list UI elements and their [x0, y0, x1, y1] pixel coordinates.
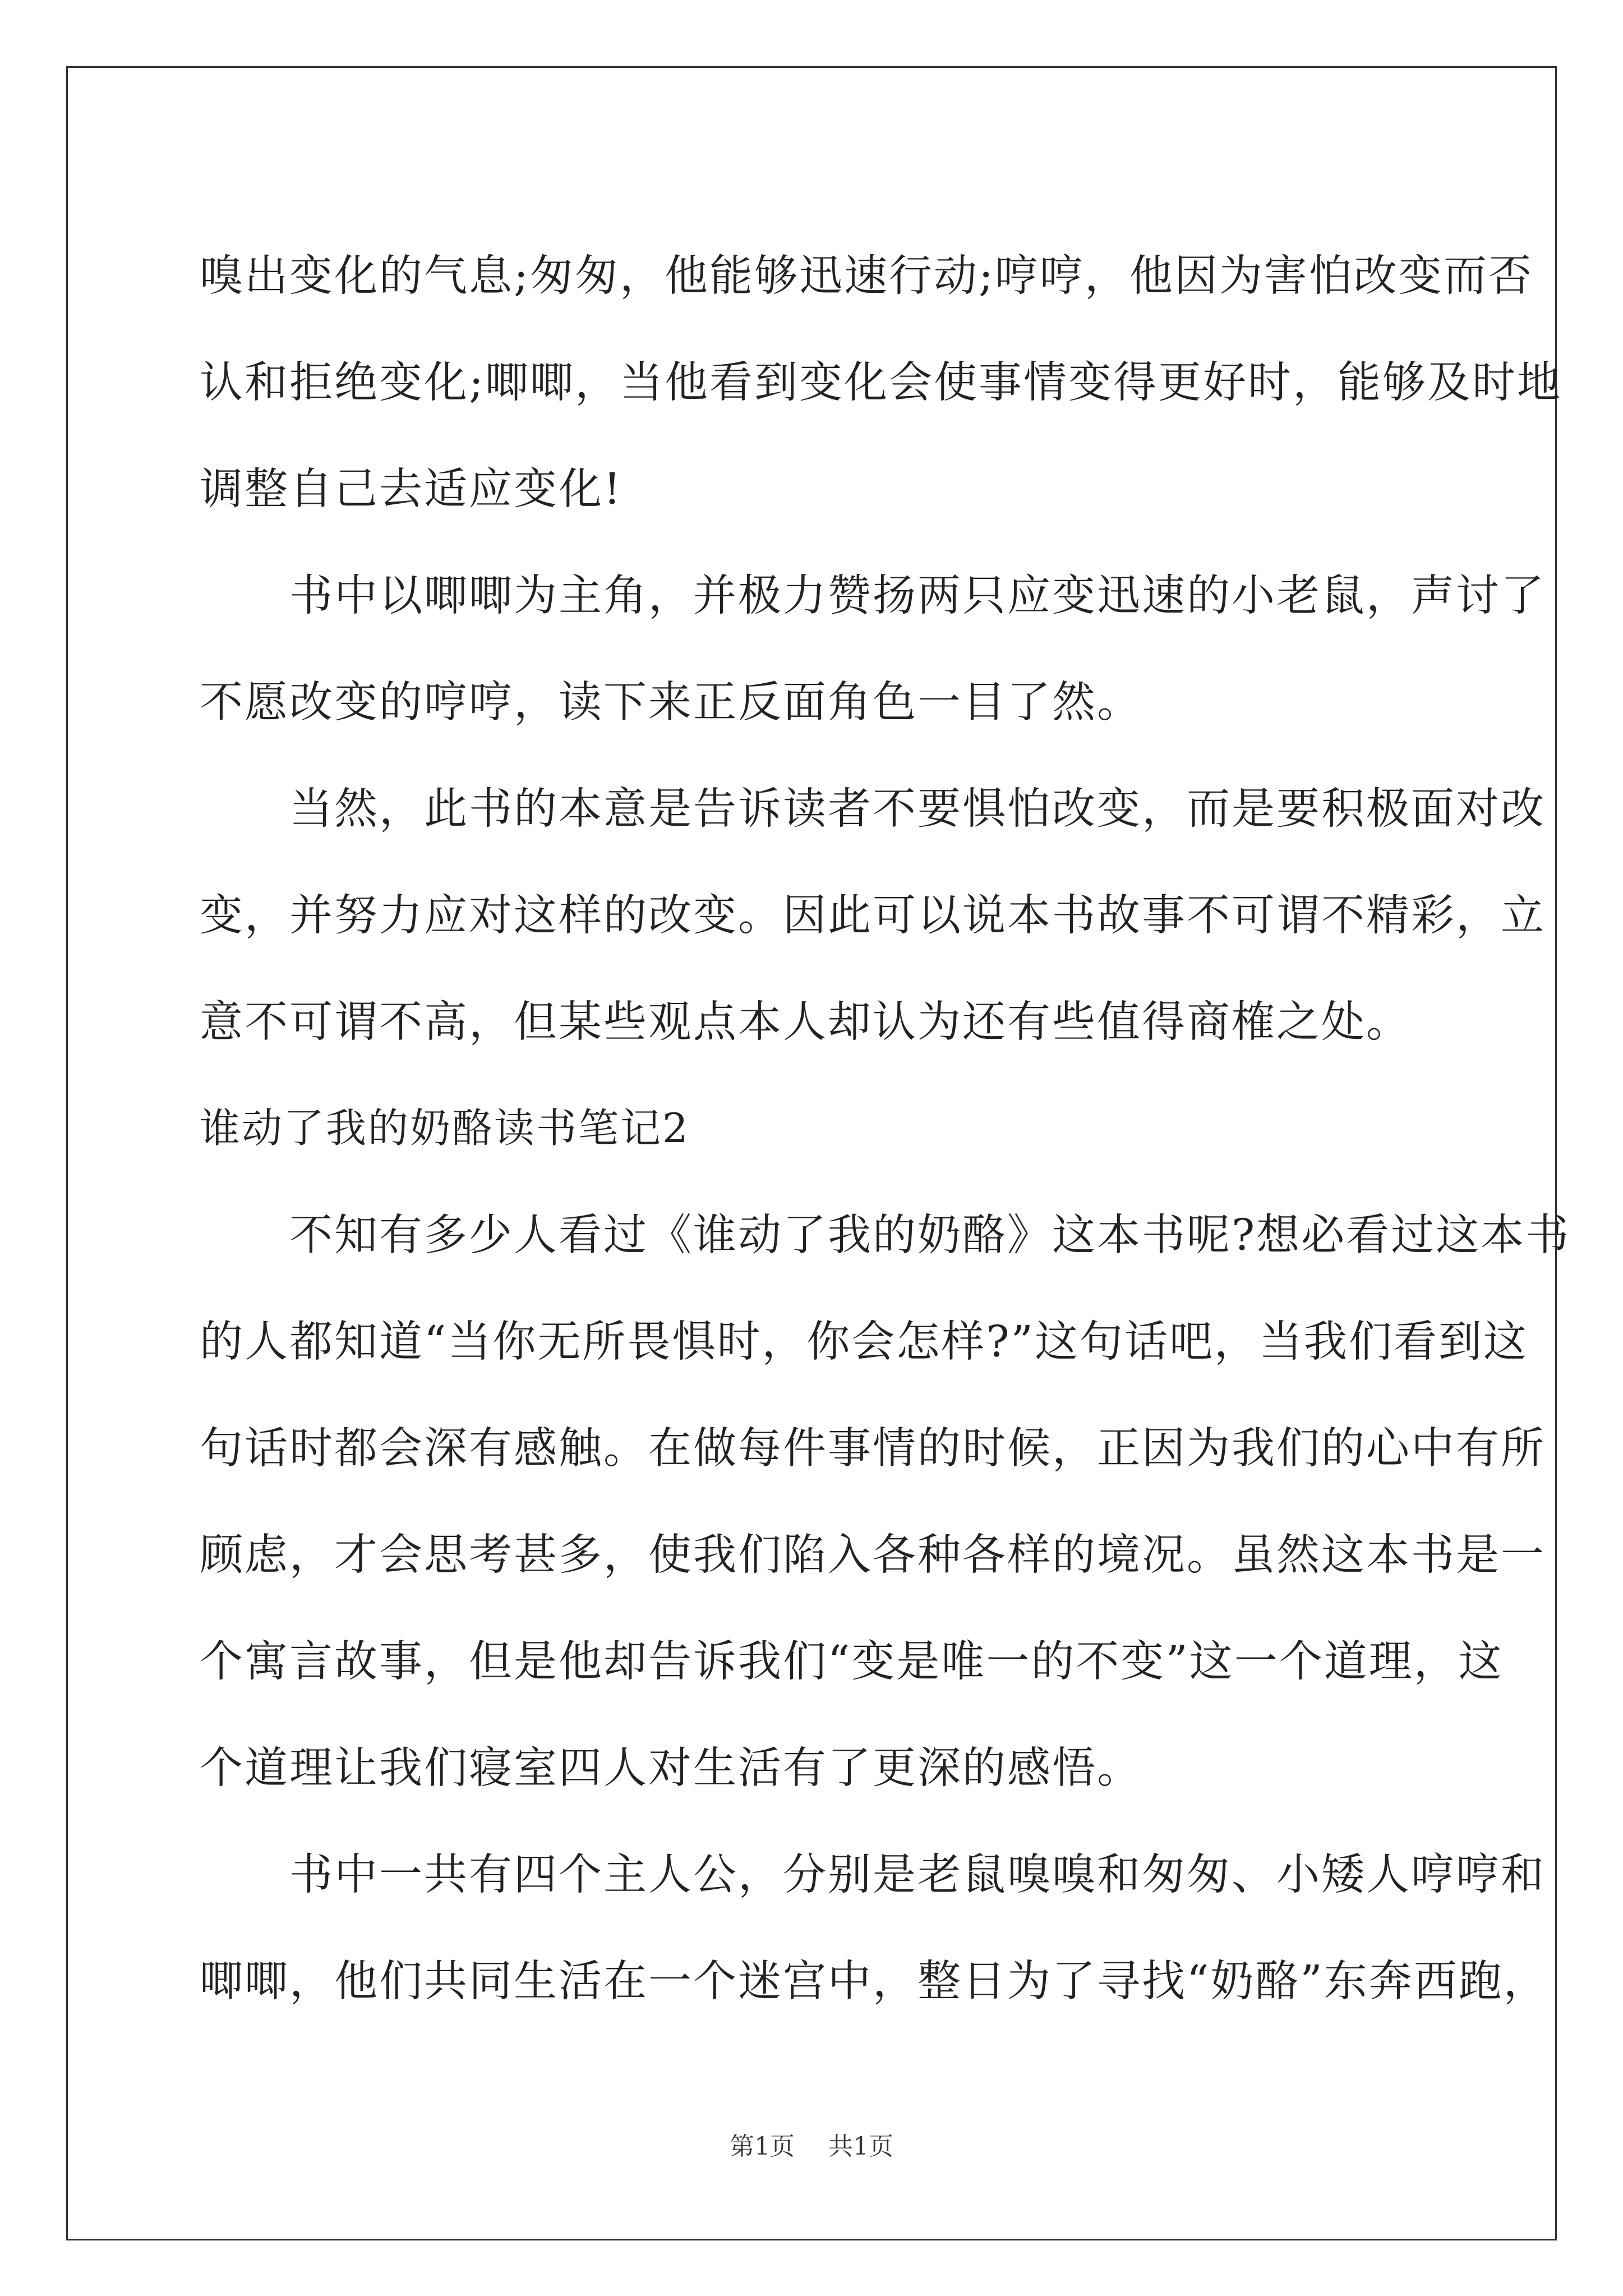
text-line: 个寓言故事，但是他却告诉我们“变是唯一的不变”这一个道理，这	[200, 1636, 1504, 1687]
document-body	[200, 219, 1571, 2031]
text-line: 书中一共有四个主人公，分别是老鼠嗅嗅和匆匆、小矮人哼哼和	[289, 1849, 1546, 1900]
text-line: 个道理让我们寝室四人对生活有了更深的感悟。	[200, 1743, 1142, 1793]
page-footer	[0, 2126, 1623, 2162]
text-line: 变，并努力应对这样的改变。因此可以说本书故事不可谓不精彩，立	[200, 890, 1546, 941]
text-line: 不知有多少人看过《谁动了我的奶酪》这本书呢?想必看过这本书	[289, 1210, 1571, 1260]
text-line: 书中以唧唧为主角，并极力赞扬两只应变迅速的小老鼠，声讨了	[289, 570, 1546, 621]
page-number-total: 共1页	[828, 2132, 893, 2161]
text-line: 的人都知道“当你无所畏惧时，你会怎样?”这句话吧，当我们看到这	[200, 1317, 1529, 1367]
text-line: 调整自己去适应变化!	[200, 464, 623, 514]
text-line: 不愿改变的哼哼，读下来正反面角色一目了然。	[200, 677, 1142, 728]
heading-text: 谁动了我的奶酪读书笔记2	[200, 1105, 690, 1152]
paragraph	[200, 219, 1562, 539]
text-line: 顾虑，才会思考甚多，使我们陷入各种各样的境况。虽然这本书是一	[200, 1530, 1546, 1580]
paragraph	[200, 752, 1546, 1071]
text-line: 认和拒绝变化;唧唧，当他看到变化会使事情变得更好时，能够及时地	[200, 357, 1562, 408]
text-line: 句话时都会深有感触。在做每件事情的时候，正因为我们的心中有所	[200, 1423, 1546, 1474]
text-line: 嗅出变化的气息;匆匆，他能够迅速行动;哼哼，他因为害怕改变而否	[200, 251, 1533, 301]
paragraph	[200, 1818, 1548, 2031]
paragraph	[200, 539, 1546, 752]
paragraph	[200, 1178, 1571, 1818]
text-line: 意不可谓不高，但某些观点本人却认为还有些值得商榷之处。	[200, 997, 1411, 1047]
section-heading	[200, 1071, 1445, 1178]
text-line: 唧唧，他们共同生活在一个迷宫中，整日为了寻找“奶酪”东奔西跑，	[200, 1956, 1548, 2007]
page-number-current: 第1页	[730, 2132, 795, 2161]
text-line: 当然，此书的本意是告诉读者不要惧怕改变，而是要积极面对改	[289, 784, 1546, 834]
